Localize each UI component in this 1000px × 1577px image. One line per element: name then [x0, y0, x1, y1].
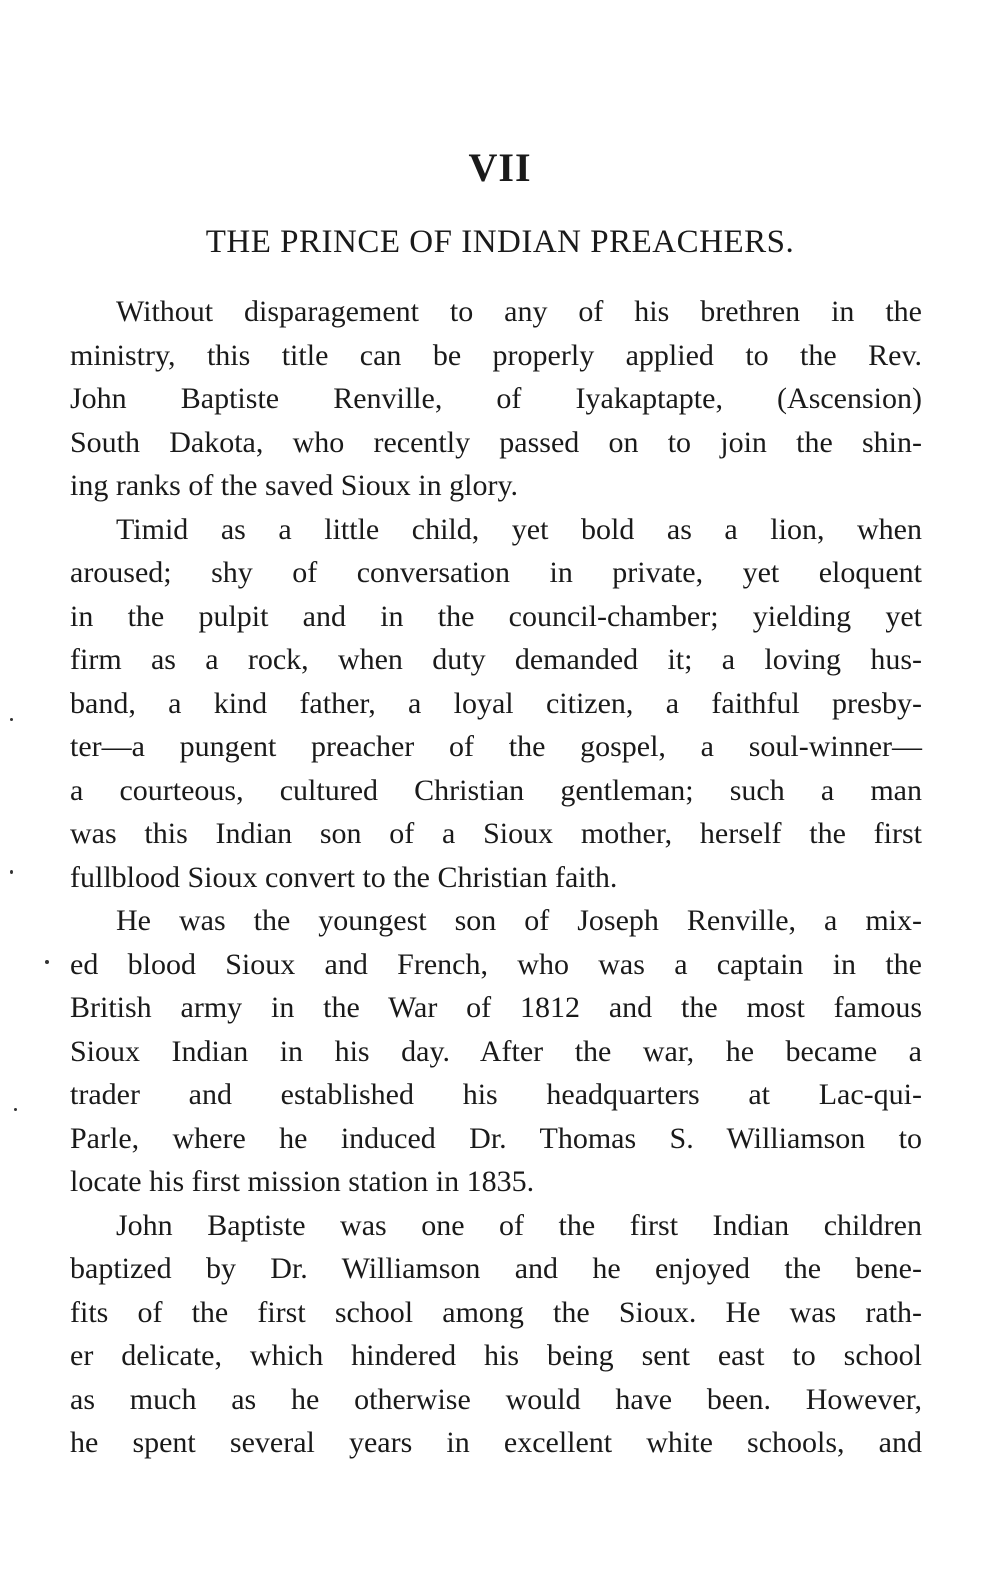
text-line: as much as he otherwise would have been. However,	[70, 1382, 922, 1416]
paragraph	[70, 1204, 922, 1465]
text-line: ing ranks of the saved Sioux in glory.	[70, 469, 518, 502]
chapter-number: VII	[468, 145, 532, 190]
text-line: fits of the first school among the Sioux. He was rath-	[70, 1295, 922, 1329]
text-line: baptized by Dr. Williamson and he enjoyed the bene-	[70, 1252, 922, 1285]
text-line: ministry, this title can be properly applied to the Rev.	[70, 338, 922, 372]
text-line: er delicate, which hindered his being sent east to school	[70, 1339, 922, 1372]
text-line: Parle, where he induced Dr. Thomas S. Williamson to	[70, 1121, 922, 1155]
text-line: fullblood Sioux convert to the Christian faith.	[70, 860, 618, 894]
text-line: locate his first mission station in 1835.	[70, 1165, 535, 1198]
scan-speck	[10, 870, 13, 874]
scan-speck	[10, 718, 13, 721]
text-line: British army in the War of 1812 and the most famous	[70, 991, 922, 1024]
paragraph	[70, 899, 922, 1204]
text-line: in the pulpit and in the council-chamber; yielding yet	[70, 599, 922, 633]
chapter-title: THE PRINCE OF INDIAN PREACHERS.	[205, 224, 795, 260]
text-line: He was the youngest son of Joseph Renville, a mix-	[116, 904, 922, 937]
text-line: ed blood Sioux and French, who was a captain in the	[70, 947, 922, 981]
text-line: Sioux Indian in his day. After the war, he became a	[70, 1034, 922, 1068]
text-line: a courteous, cultured Christian gentleman; such a man	[70, 773, 922, 807]
scan-speck	[45, 960, 49, 964]
text-line: firm as a rock, when duty demanded it; a loving hus-	[70, 643, 922, 676]
paragraph	[70, 508, 922, 900]
text-line: trader and established his headquarters at Lac-qui-	[70, 1078, 922, 1111]
body-text	[70, 290, 922, 1465]
scan-speck	[14, 1108, 17, 1111]
text-line: Timid as a little child, yet bold as a lion, when	[116, 512, 922, 546]
text-line: ter—a pungent preacher of the gospel, a soul-winner—	[70, 730, 922, 763]
text-line: band, a kind father, a loyal citizen, a faithful presby-	[70, 686, 922, 720]
paragraph	[70, 290, 922, 508]
text-line: John Baptiste Renville, of Iyakaptapte, (Ascension)	[70, 382, 922, 415]
text-line: John Baptiste was one of the first Indian children	[116, 1208, 922, 1242]
text-line: South Dakota, who recently passed on to join the shin-	[70, 425, 922, 459]
text-line: he spent several years in excellent white schools, and	[70, 1426, 922, 1459]
text-line: Without disparagement to any of his brethren in the	[116, 295, 922, 328]
text-line: was this Indian son of a Sioux mother, herself the first	[70, 817, 922, 850]
text-line: aroused; shy of conversation in private, yet eloquent	[70, 556, 922, 589]
